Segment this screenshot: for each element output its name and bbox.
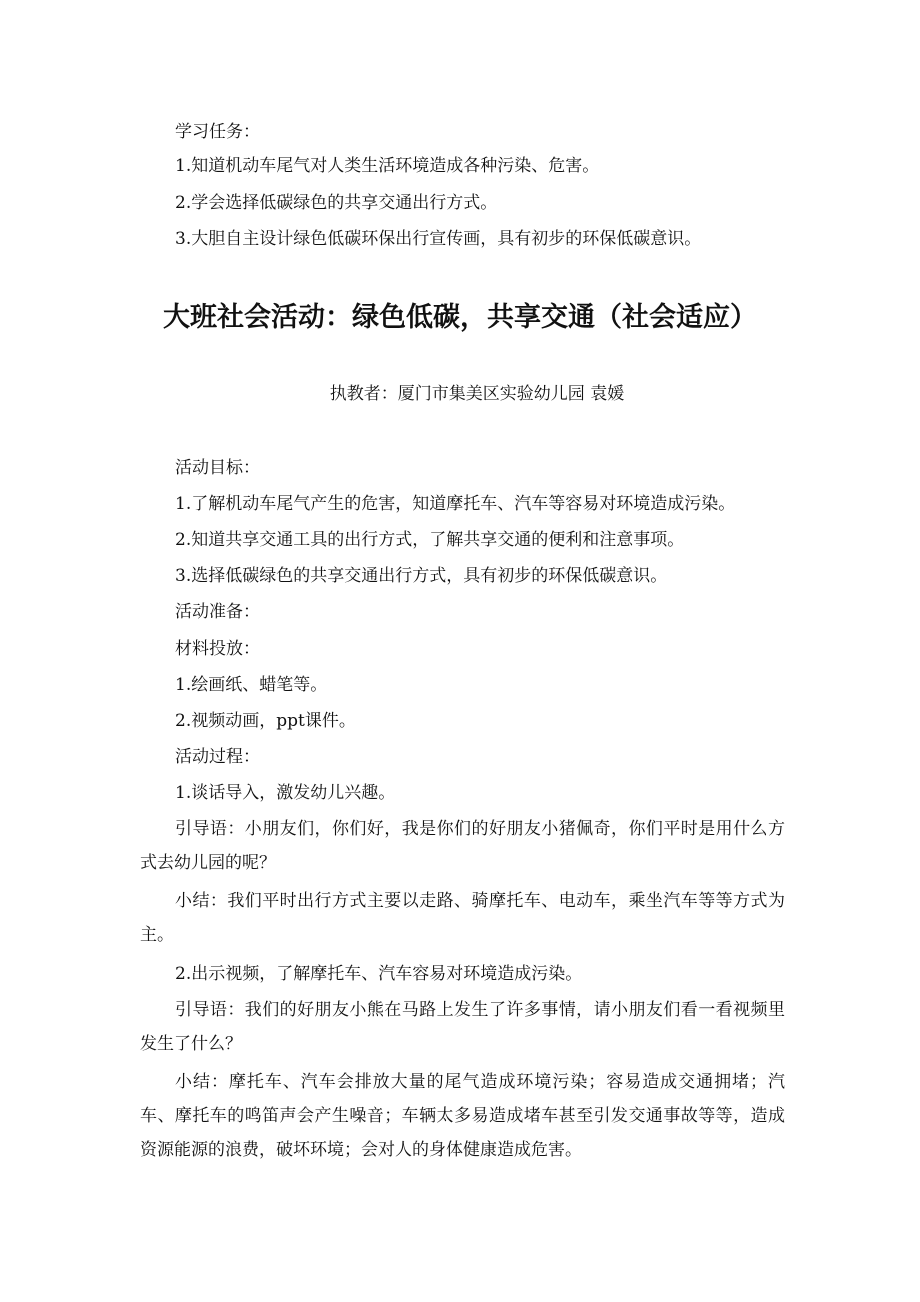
step2-guide-paragraph: 引导语：我们的好朋友小熊在马路上发生了许多事情，请小朋友们看一看视频里发生了什么？ <box>140 1000 785 1054</box>
materials-heading: 材料投放： <box>175 639 260 659</box>
prep-item-2: 2.视频动画，ppt课件。 <box>175 711 356 731</box>
task-item-2: 2.学会选择低碳绿色的共享交通出行方式。 <box>175 193 498 213</box>
step1-summary-paragraph: 小结：我们平时出行方式主要以走路、骑摩托车、电动车，乘坐汽车等等方式为主。 <box>140 891 785 945</box>
prep-heading: 活动准备： <box>175 602 260 622</box>
goal-item-2: 2.知道共享交通工具的出行方式，了解共享交通的便利和注意事项。 <box>175 530 685 550</box>
process-heading: 活动过程： <box>175 747 260 767</box>
goal-item-3: 3.选择低碳绿色的共享交通出行方式，具有初步的环保低碳意识。 <box>175 566 668 586</box>
page-title: 大班社会活动：绿色低碳，共享交通（社会适应） <box>163 302 757 333</box>
process-step-1: 1.谈话导入，激发幼儿兴趣。 <box>175 783 396 803</box>
task-item-3: 3.大胆自主设计绿色低碳环保出行宣传画，具有初步的环保低碳意识。 <box>175 229 702 249</box>
step2-summary-paragraph: 小结：摩托车、汽车会排放大量的尾气造成环境污染；容易造成交通拥堵；汽车、摩托车的鸣笛声会产生噪音；车辆太多易造成堵车甚至引发交通事故等等，造成资源能源的浪费，破坏环境；会对人的身体健康造成危害。 <box>140 1072 785 1160</box>
goal-item-1: 1.了解机动车尾气产生的危害，知道摩托车、汽车等容易对环境造成污染。 <box>175 494 736 514</box>
process-step-2: 2.出示视频，了解摩托车、汽车容易对环境造成污染。 <box>175 964 583 984</box>
prep-item-1: 1.绘画纸、蜡笔等。 <box>175 675 328 695</box>
tasks-heading: 学习任务： <box>175 122 260 142</box>
author-line: 执教者：厦门市集美区实验幼儿园 袁媛 <box>329 384 625 404</box>
task-item-1: 1.知道机动车尾气对人类生活环境造成各种污染、危害。 <box>175 156 600 176</box>
step1-guide-paragraph: 引导语：小朋友们，你们好，我是你们的好朋友小猪佩奇，你们平时是用什么方式去幼儿园的呢？ <box>140 819 785 873</box>
goals-heading: 活动目标： <box>175 458 260 478</box>
